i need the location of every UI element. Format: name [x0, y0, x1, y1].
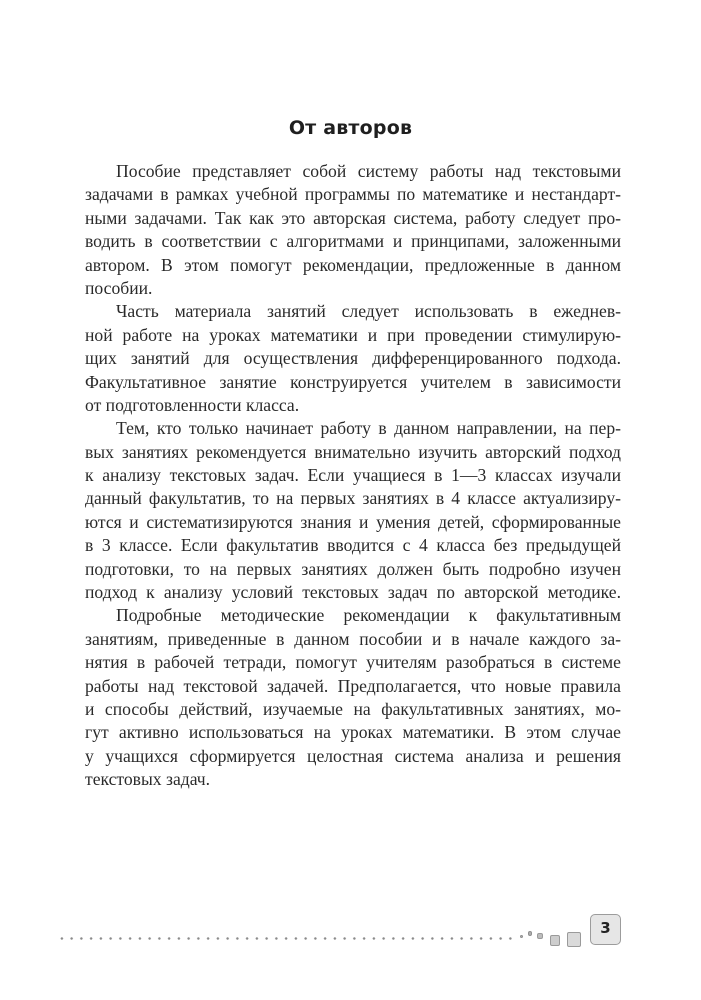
paragraph — [85, 604, 621, 791]
text-line: ются и систематизируются знания и умения детей, сформированные — [85, 511, 621, 532]
footer-dotted-line — [57, 937, 517, 940]
text-line: занятиям, приведенные в данном пособии и в начале каждого за- — [85, 628, 621, 649]
text-line: гут активно использоваться на уроках математики. В этом случае — [85, 722, 621, 743]
text-line: в 3 классе. Если факультатив вводится с 4 класса без предыдущей — [85, 535, 621, 556]
text-line: ными задачами. Так как это авторская система, работу следует про- — [85, 207, 621, 228]
text-line: автором. В этом помогут рекомендации, предложенные в данном — [85, 254, 621, 275]
text-line: щих занятий для осуществления дифференцированного подхода. — [85, 348, 621, 369]
text-line: подготовки, то на первых занятиях должен быть подробно изучен — [85, 558, 621, 579]
text-line: водить в соответствии с алгоритмами и принципами, заложенными — [85, 231, 621, 252]
text-line: у учащихся сформируется целостная система анализа и решения — [85, 745, 621, 766]
text-line: вых занятиях рекомендуется внимательно изучить авторский подход — [85, 441, 621, 462]
footer-square-decoration — [520, 935, 523, 938]
text-line: от подготовленности класса. — [85, 394, 300, 415]
text-line: данный факультатив, то на первых занятиях в 4 классе актуализиру- — [85, 488, 621, 509]
text-line: пособии. — [85, 277, 153, 298]
text-line: задачами в рамках учебной программы по математике и нестандарт- — [85, 184, 621, 205]
text-line: Факультативное занятие конструируется учителем в зависимости — [85, 371, 621, 392]
text-line: текстовых задач. — [85, 769, 211, 790]
text-line: Пособие представляет собой систему работы над текстовыми — [116, 161, 621, 181]
text-line: нятия в рабочей тетради, помогут учителям разобраться в системе — [85, 652, 621, 673]
text-line: к анализу текстовых задач. Если учащиеся в 1—3 классах изучали — [85, 465, 621, 486]
paragraph — [85, 417, 621, 604]
text-line: подход к анализу условий текстовых задач по авторской методике. — [85, 582, 621, 603]
text-line: работы над текстовой задачей. Предполагается, что новые правила — [85, 675, 621, 696]
section-title: От авторов — [288, 117, 413, 139]
page-number: 3 — [590, 914, 621, 945]
paragraph — [85, 300, 621, 417]
text-line: Подробные методические рекомендации к факультативным — [116, 605, 621, 626]
paragraph — [85, 160, 621, 300]
body-text — [85, 160, 621, 792]
footer-square-decoration — [537, 933, 543, 939]
text-line: Часть материала занятий следует использовать в ежеднев- — [116, 301, 621, 322]
text-line: Тем, кто только начинает работу в данном направлении, на пер- — [116, 418, 621, 439]
text-line: и способы действий, изучаемые на факультативных занятиях, мо- — [85, 698, 621, 719]
footer-square-decoration — [567, 932, 581, 947]
footer-square-decoration — [550, 935, 560, 946]
text-line: ной работе на уроках математики и при проведении стимулирую- — [85, 324, 621, 345]
footer-square-decoration — [528, 931, 532, 936]
